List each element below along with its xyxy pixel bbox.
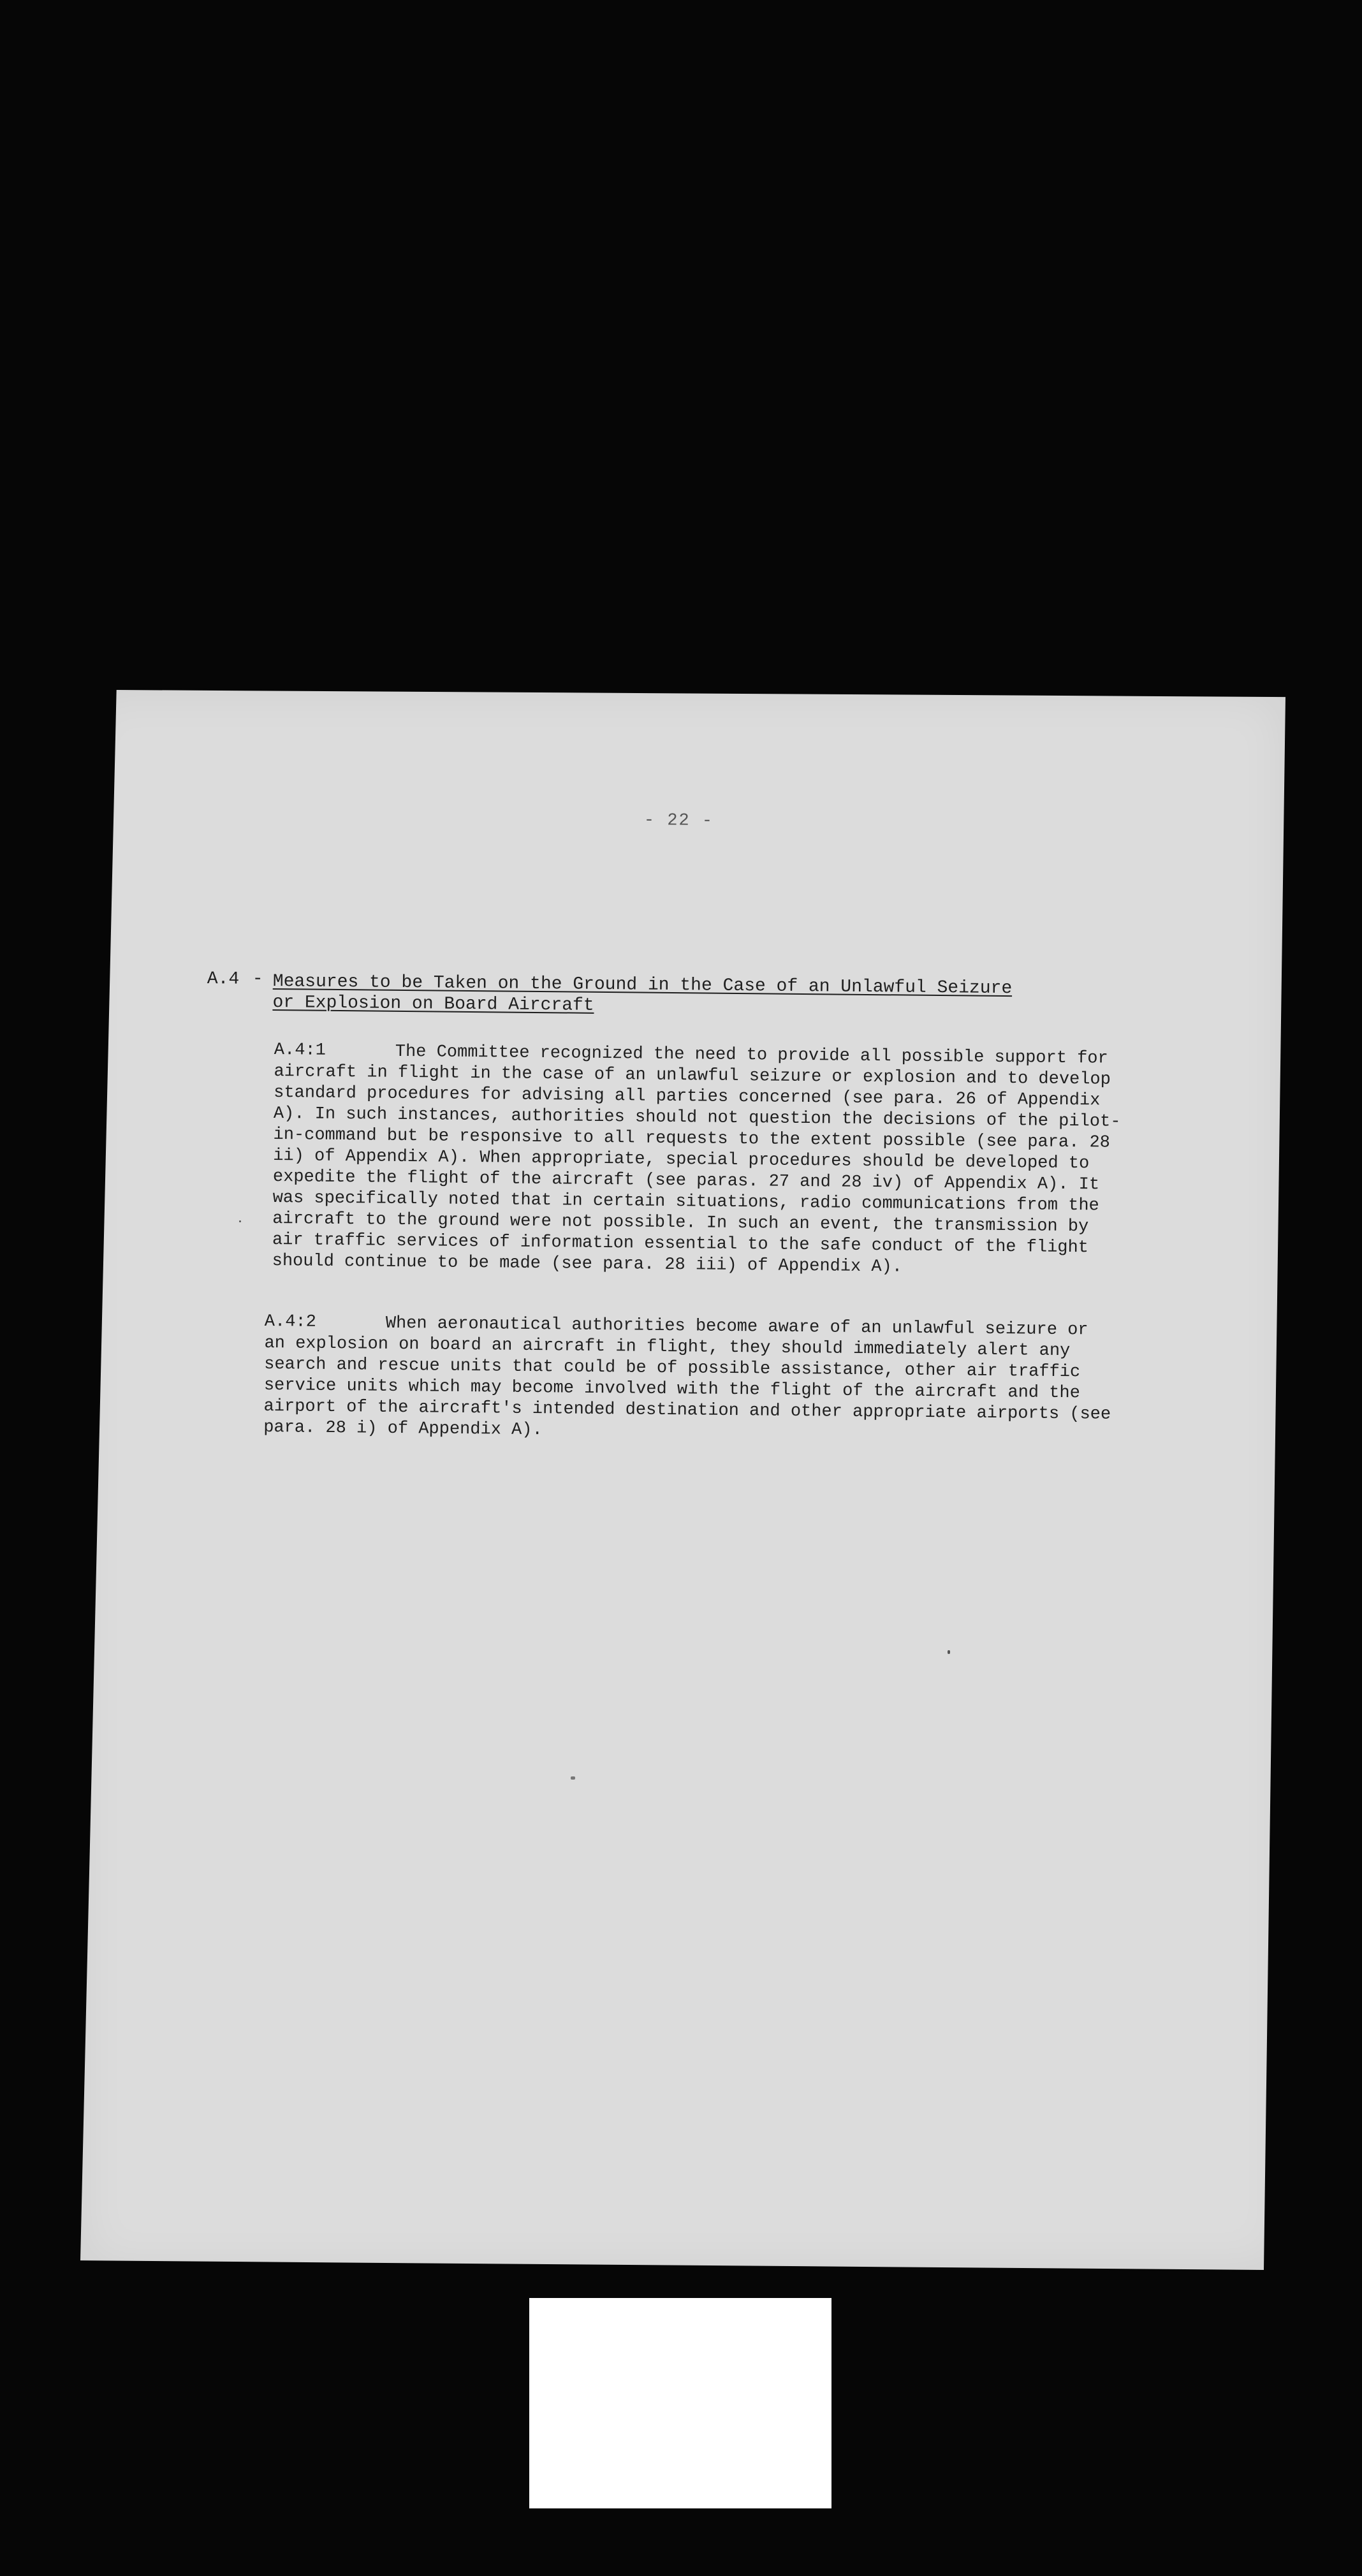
document-page	[80, 690, 1285, 2270]
page-number: - 22 -	[643, 811, 714, 831]
target-card	[529, 2298, 831, 2508]
section-dash: -	[252, 969, 263, 990]
section-title: Measures to be Taken on the Ground in the Case of an Unlawful Seizure or Explosion on Board Aircraft	[272, 972, 1013, 1016]
section-code: A.4	[207, 969, 240, 990]
scan-speck	[239, 1220, 241, 1222]
paragraph-code: A.4:1	[274, 1041, 326, 1060]
paragraph-text: When aeronautical authorities become aware of an unlawful seizure or an explosion on board an aircraft in flight, they should immediately alert any search and rescue units that could be of possible assistance, other air traffic service units which may become involved with the flight of the aircraft and the airport of the aircraft's intended destination and other appropriate airports (see para. 28 i) of Appendix A).	[263, 1314, 1111, 1440]
scan-speck	[571, 1776, 575, 1780]
scan-speck	[948, 1650, 950, 1654]
paragraph-text: The Committee recognized the need to provide all possible support for aircraft in flight in the case of an unlawful seizure or explosion and to develop standard procedures for advising all parties concerned (see para. 26 of Appendix A). In such instances, authorities should not question the decisions of the pilot-in-command but be responsive to all requests to the extent possible (see para. 28 ii) of Appendix A). When appropriate, special procedures should be developed to expedite the flight of the aircraft (see paras. 27 and 28 iv) of Appendix A). It was specifically noted that in certain situations, radio communications from the aircraft to the ground were not possible. In such an event, the transmission by air traffic services of information essential to the safe conduct of the flight should continue to be made (see para. 28 iii) of Appendix A).	[272, 1042, 1121, 1277]
paragraph-code: A.4:2	[264, 1312, 317, 1332]
